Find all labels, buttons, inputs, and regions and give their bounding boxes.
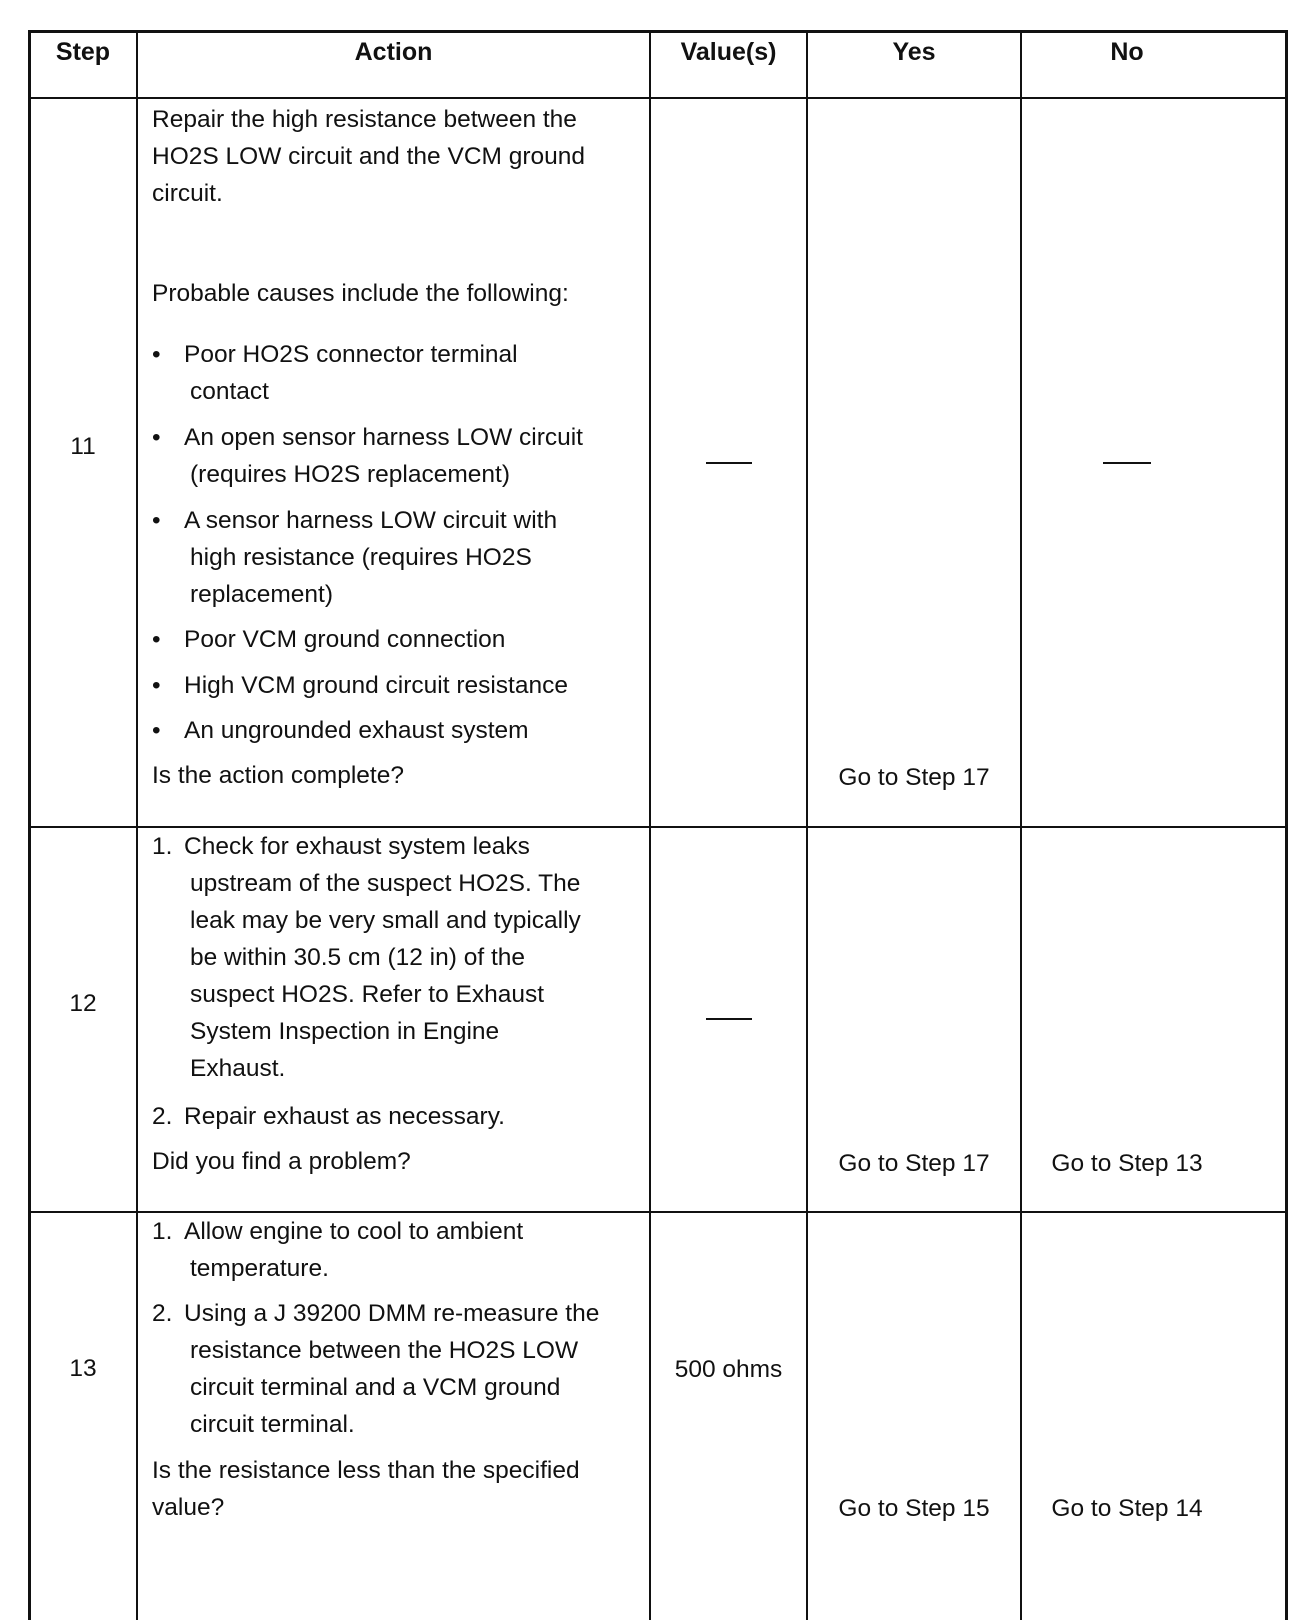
text-line: replacement) xyxy=(190,581,333,608)
text-line: A sensor harness LOW circuit with xyxy=(184,507,558,534)
text-line: Poor VCM ground connection xyxy=(184,626,506,653)
step-number: 13 xyxy=(69,1355,97,1382)
value-spec: 500 ohms xyxy=(674,1356,783,1383)
item-number: 2. xyxy=(152,1103,173,1130)
text-line: Exhaust. xyxy=(190,1055,286,1082)
text-line: be within 30.5 cm (12 in) of the xyxy=(190,944,526,971)
text-line: leak may be very small and typically xyxy=(190,907,581,934)
text-line: HO2S LOW circuit and the VCM ground xyxy=(152,143,586,170)
text-line: System Inspection in Engine xyxy=(190,1018,500,1045)
text-line: Repair the high resistance between the xyxy=(152,106,577,133)
text-line: high resistance (requires HO2S xyxy=(190,544,532,571)
action-question: Is the action complete? xyxy=(152,762,404,789)
text-line: circuit terminal and a VCM ground xyxy=(190,1374,561,1401)
row-divider xyxy=(28,97,1288,99)
yes-target: Go to Step 17 xyxy=(838,1150,990,1177)
bullet-icon: • xyxy=(152,717,161,744)
header-no: No xyxy=(1110,38,1144,66)
action-question: Did you find a problem? xyxy=(152,1148,411,1175)
header-yes: Yes xyxy=(892,38,936,66)
item-number: 1. xyxy=(152,833,173,860)
text-line: Poor HO2S connector terminal xyxy=(184,341,518,368)
empty-value-dash xyxy=(706,462,752,464)
bullet-icon: • xyxy=(152,424,161,451)
no-target: Go to Step 13 xyxy=(1051,1150,1203,1177)
text-line: Using a J 39200 DMM re-measure the xyxy=(184,1300,600,1327)
text-line: circuit. xyxy=(152,180,223,207)
text-line: Allow engine to cool to ambient xyxy=(184,1218,524,1245)
text-line: upstream of the suspect HO2S. The xyxy=(190,870,581,897)
text-line: resistance between the HO2S LOW xyxy=(190,1337,579,1364)
bullet-icon: • xyxy=(152,341,161,368)
yes-target: Go to Step 17 xyxy=(838,764,990,791)
step-number: 12 xyxy=(69,990,97,1017)
text-line: Repair exhaust as necessary. xyxy=(184,1103,505,1130)
text-line: An ungrounded exhaust system xyxy=(184,717,529,744)
empty-value-dash xyxy=(706,1018,752,1020)
header-action: Action xyxy=(354,38,433,66)
header-values: Value(s) xyxy=(680,38,777,66)
action-question xyxy=(152,1452,580,1526)
text-line: suspect HO2S. Refer to Exhaust xyxy=(190,981,545,1008)
bullet-icon: • xyxy=(152,507,161,534)
no-target: Go to Step 14 xyxy=(1051,1495,1203,1522)
item-number: 1. xyxy=(152,1218,173,1245)
column-divider xyxy=(806,30,808,1620)
causes-heading: Probable causes include the following: xyxy=(152,280,569,307)
empty-value-dash xyxy=(1103,462,1151,464)
text-line: An open sensor harness LOW circuit xyxy=(184,424,583,451)
text-line: Is the resistance less than the specified xyxy=(152,1457,580,1484)
text-line: value? xyxy=(152,1494,225,1521)
bullet-icon: • xyxy=(152,672,161,699)
text-line: temperature. xyxy=(190,1255,329,1282)
text-line: contact xyxy=(190,378,269,405)
text-line: Check for exhaust system leaks xyxy=(184,833,530,860)
bullet-icon: • xyxy=(152,626,161,653)
step-number: 11 xyxy=(70,433,96,460)
action-intro xyxy=(152,101,585,212)
column-divider xyxy=(1020,30,1022,1620)
column-divider xyxy=(136,30,138,1620)
text-line: High VCM ground circuit resistance xyxy=(184,672,568,699)
header-step: Step xyxy=(55,38,111,66)
text-line: circuit terminal. xyxy=(190,1411,355,1438)
item-number: 2. xyxy=(152,1300,173,1327)
text-line: (requires HO2S replacement) xyxy=(190,461,510,488)
yes-target: Go to Step 15 xyxy=(838,1495,990,1522)
